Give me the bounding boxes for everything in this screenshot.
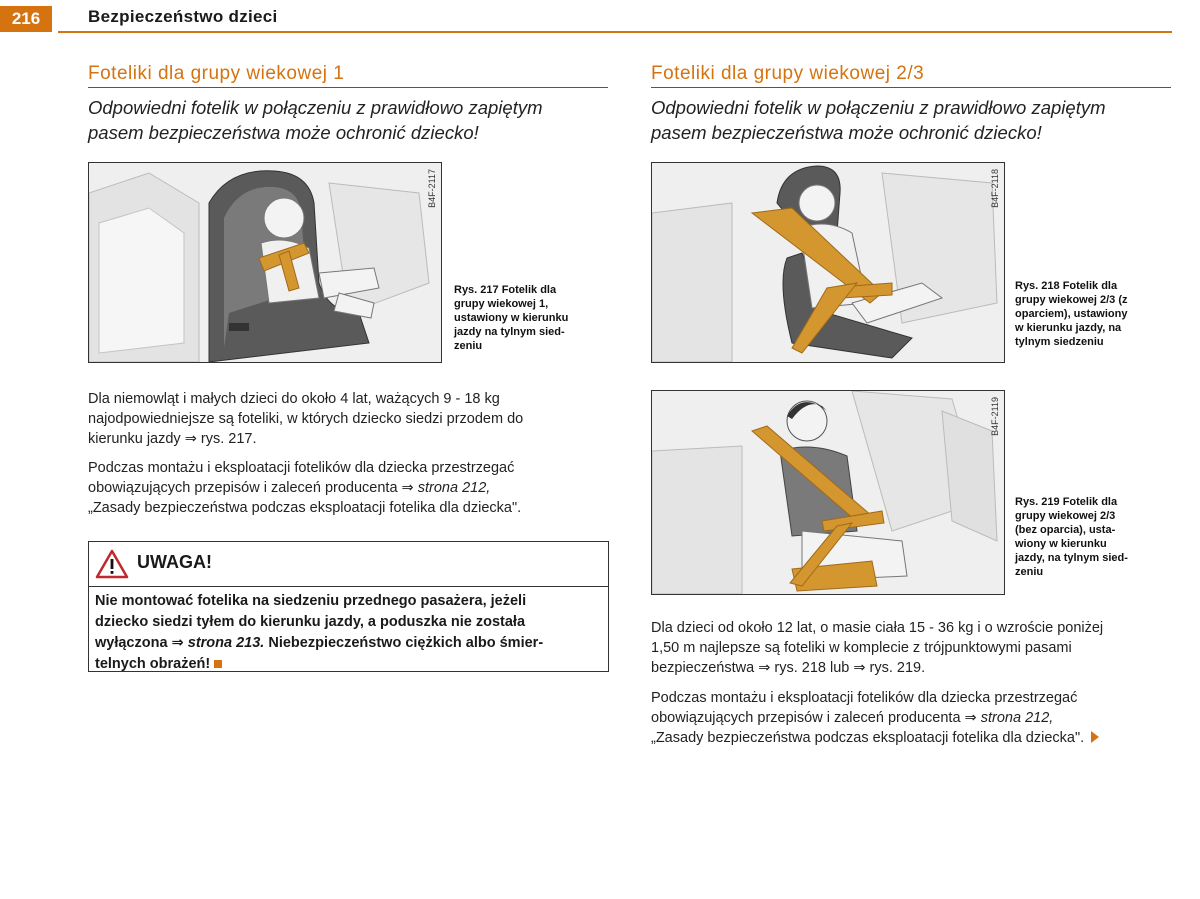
page-number: 216 bbox=[0, 6, 52, 32]
caption-line: zeniu bbox=[1015, 566, 1044, 578]
text-span: „Zasady bezpieczeństwa podczas eksploatacji fotelika dla dziecka". bbox=[651, 730, 1085, 746]
text-line: najodpowiedniejsze są foteliki, w których dziecko siedzi przodem do bbox=[88, 411, 524, 427]
caption-line: ustawiony w kierunku bbox=[454, 312, 569, 324]
caption-line: Rys. 219 Fotelik dla bbox=[1015, 496, 1118, 508]
text-span: Niebezpieczeństwo ciężkich albo śmier- bbox=[264, 635, 544, 651]
text-line: 1,50 m najlepsze są foteliki w komplecie z trójpunktowymi pasami bbox=[651, 640, 1072, 656]
text-line: Podczas montażu i eksploatacji fotelików dla dziecka przestrzegać bbox=[88, 460, 515, 476]
caption-line: grupy wiekowej 1, bbox=[454, 298, 549, 310]
text-line: Nie montować fotelika na siedzeniu przednego pasażera, jeżeli bbox=[95, 593, 527, 609]
caption-line: tylnym siedzeniu bbox=[1015, 336, 1104, 348]
caption-line: grupy wiekowej 2/3 (z bbox=[1015, 294, 1128, 306]
caption-line: (bez oparcia), usta- bbox=[1015, 524, 1116, 536]
caption-line: grupy wiekowej 2/3 bbox=[1015, 510, 1116, 522]
figure-219-illustration bbox=[652, 391, 1004, 594]
warning-triangle-icon bbox=[95, 549, 129, 579]
left-section-title: Foteliki dla grupy wiekowej 1 bbox=[88, 63, 345, 84]
figure-217-caption bbox=[454, 283, 604, 353]
caption-line: zeniu bbox=[454, 340, 483, 352]
right-intro-line-2: pasem bezpieczeństwa może ochronić dziecko! bbox=[651, 122, 1042, 143]
text-line bbox=[95, 633, 602, 654]
left-paragraph-1 bbox=[88, 389, 523, 449]
left-paragraph-2 bbox=[88, 458, 521, 518]
text-span: wyłączona ⇒ bbox=[95, 635, 188, 651]
page-reference-link[interactable]: strona 213. bbox=[187, 635, 265, 651]
text-span: obowiązujących przepisów i zaleceń producenta ⇒ bbox=[88, 480, 418, 496]
running-header-title: Bezpieczeństwo dzieci bbox=[88, 7, 278, 26]
header-rule bbox=[58, 31, 1172, 33]
figure-219-caption bbox=[1015, 495, 1165, 579]
figure-217-illustration bbox=[89, 163, 441, 362]
figure-218-illustration bbox=[652, 163, 1004, 362]
text-line: Podczas montażu i eksploatacji fotelików dla dziecka przestrzegać bbox=[651, 690, 1078, 706]
text-line: kierunku jazdy ⇒ rys. 217. bbox=[88, 431, 257, 447]
warning-text bbox=[89, 587, 608, 679]
right-paragraph-1 bbox=[651, 618, 1103, 678]
warning-header bbox=[89, 542, 608, 587]
figure-218-caption bbox=[1015, 279, 1165, 349]
right-section-title: Foteliki dla grupy wiekowej 2/3 bbox=[651, 63, 925, 84]
figure-218-code: B4F-2118 bbox=[990, 169, 1000, 208]
caption-line: oparciem), ustawiony bbox=[1015, 308, 1128, 320]
right-intro-line-1: Odpowiedni fotelik w połączeniu z prawidłowo zapiętym bbox=[651, 97, 1106, 118]
left-section-rule bbox=[88, 87, 608, 88]
caption-line: jazdy na tylnym sied- bbox=[454, 326, 565, 338]
caption-line: Rys. 218 Fotelik dla bbox=[1015, 280, 1118, 292]
text-line bbox=[88, 478, 521, 498]
caption-line: Rys. 217 Fotelik dla bbox=[454, 284, 557, 296]
text-span: telnych obrażeń! bbox=[95, 656, 211, 672]
text-line: Dla niemowląt i małych dzieci do około 4 lat, ważących 9 - 18 kg bbox=[88, 391, 500, 407]
figure-217-code: B4F-2117 bbox=[427, 169, 437, 208]
figure-217 bbox=[88, 162, 442, 363]
right-section-rule bbox=[651, 87, 1171, 88]
caption-line: jazdy, na tylnym sied- bbox=[1015, 552, 1128, 564]
warning-title: UWAGA! bbox=[137, 552, 212, 572]
figure-219 bbox=[651, 390, 1005, 595]
caption-line: w kierunku jazdy, na bbox=[1015, 322, 1122, 334]
text-line: bezpieczeństwa ⇒ rys. 218 lub ⇒ rys. 219. bbox=[651, 660, 926, 676]
warning-box bbox=[88, 541, 609, 672]
left-intro-line-2: pasem bezpieczeństwa może ochronić dziecko! bbox=[88, 122, 479, 143]
text-line: dziecko siedzi tyłem do kierunku jazdy, a poduszka nie została bbox=[95, 614, 526, 630]
text-line bbox=[95, 654, 602, 675]
caption-line: wiony w kierunku bbox=[1015, 538, 1107, 550]
text-line: Dla dzieci od około 12 lat, o masie ciała 15 - 36 kg i o wzroście poniżej bbox=[651, 620, 1104, 636]
text-line bbox=[651, 708, 1100, 728]
figure-219-code: B4F-2119 bbox=[990, 397, 1000, 436]
page-reference-link[interactable]: strona 212, bbox=[417, 480, 491, 496]
text-span: obowiązujących przepisów i zaleceń producenta ⇒ bbox=[651, 710, 981, 726]
figure-218 bbox=[651, 162, 1005, 363]
right-paragraph-2 bbox=[651, 688, 1100, 748]
end-square-icon bbox=[214, 660, 222, 668]
left-intro-line-1: Odpowiedni fotelik w połączeniu z prawidłowo zapiętym bbox=[88, 97, 543, 118]
page-reference-link[interactable]: strona 212, bbox=[980, 710, 1054, 726]
text-line: „Zasady bezpieczeństwa podczas eksploatacji fotelika dla dziecka". bbox=[88, 500, 522, 516]
triangle-right-icon bbox=[1090, 731, 1100, 743]
text-line bbox=[651, 728, 1100, 748]
